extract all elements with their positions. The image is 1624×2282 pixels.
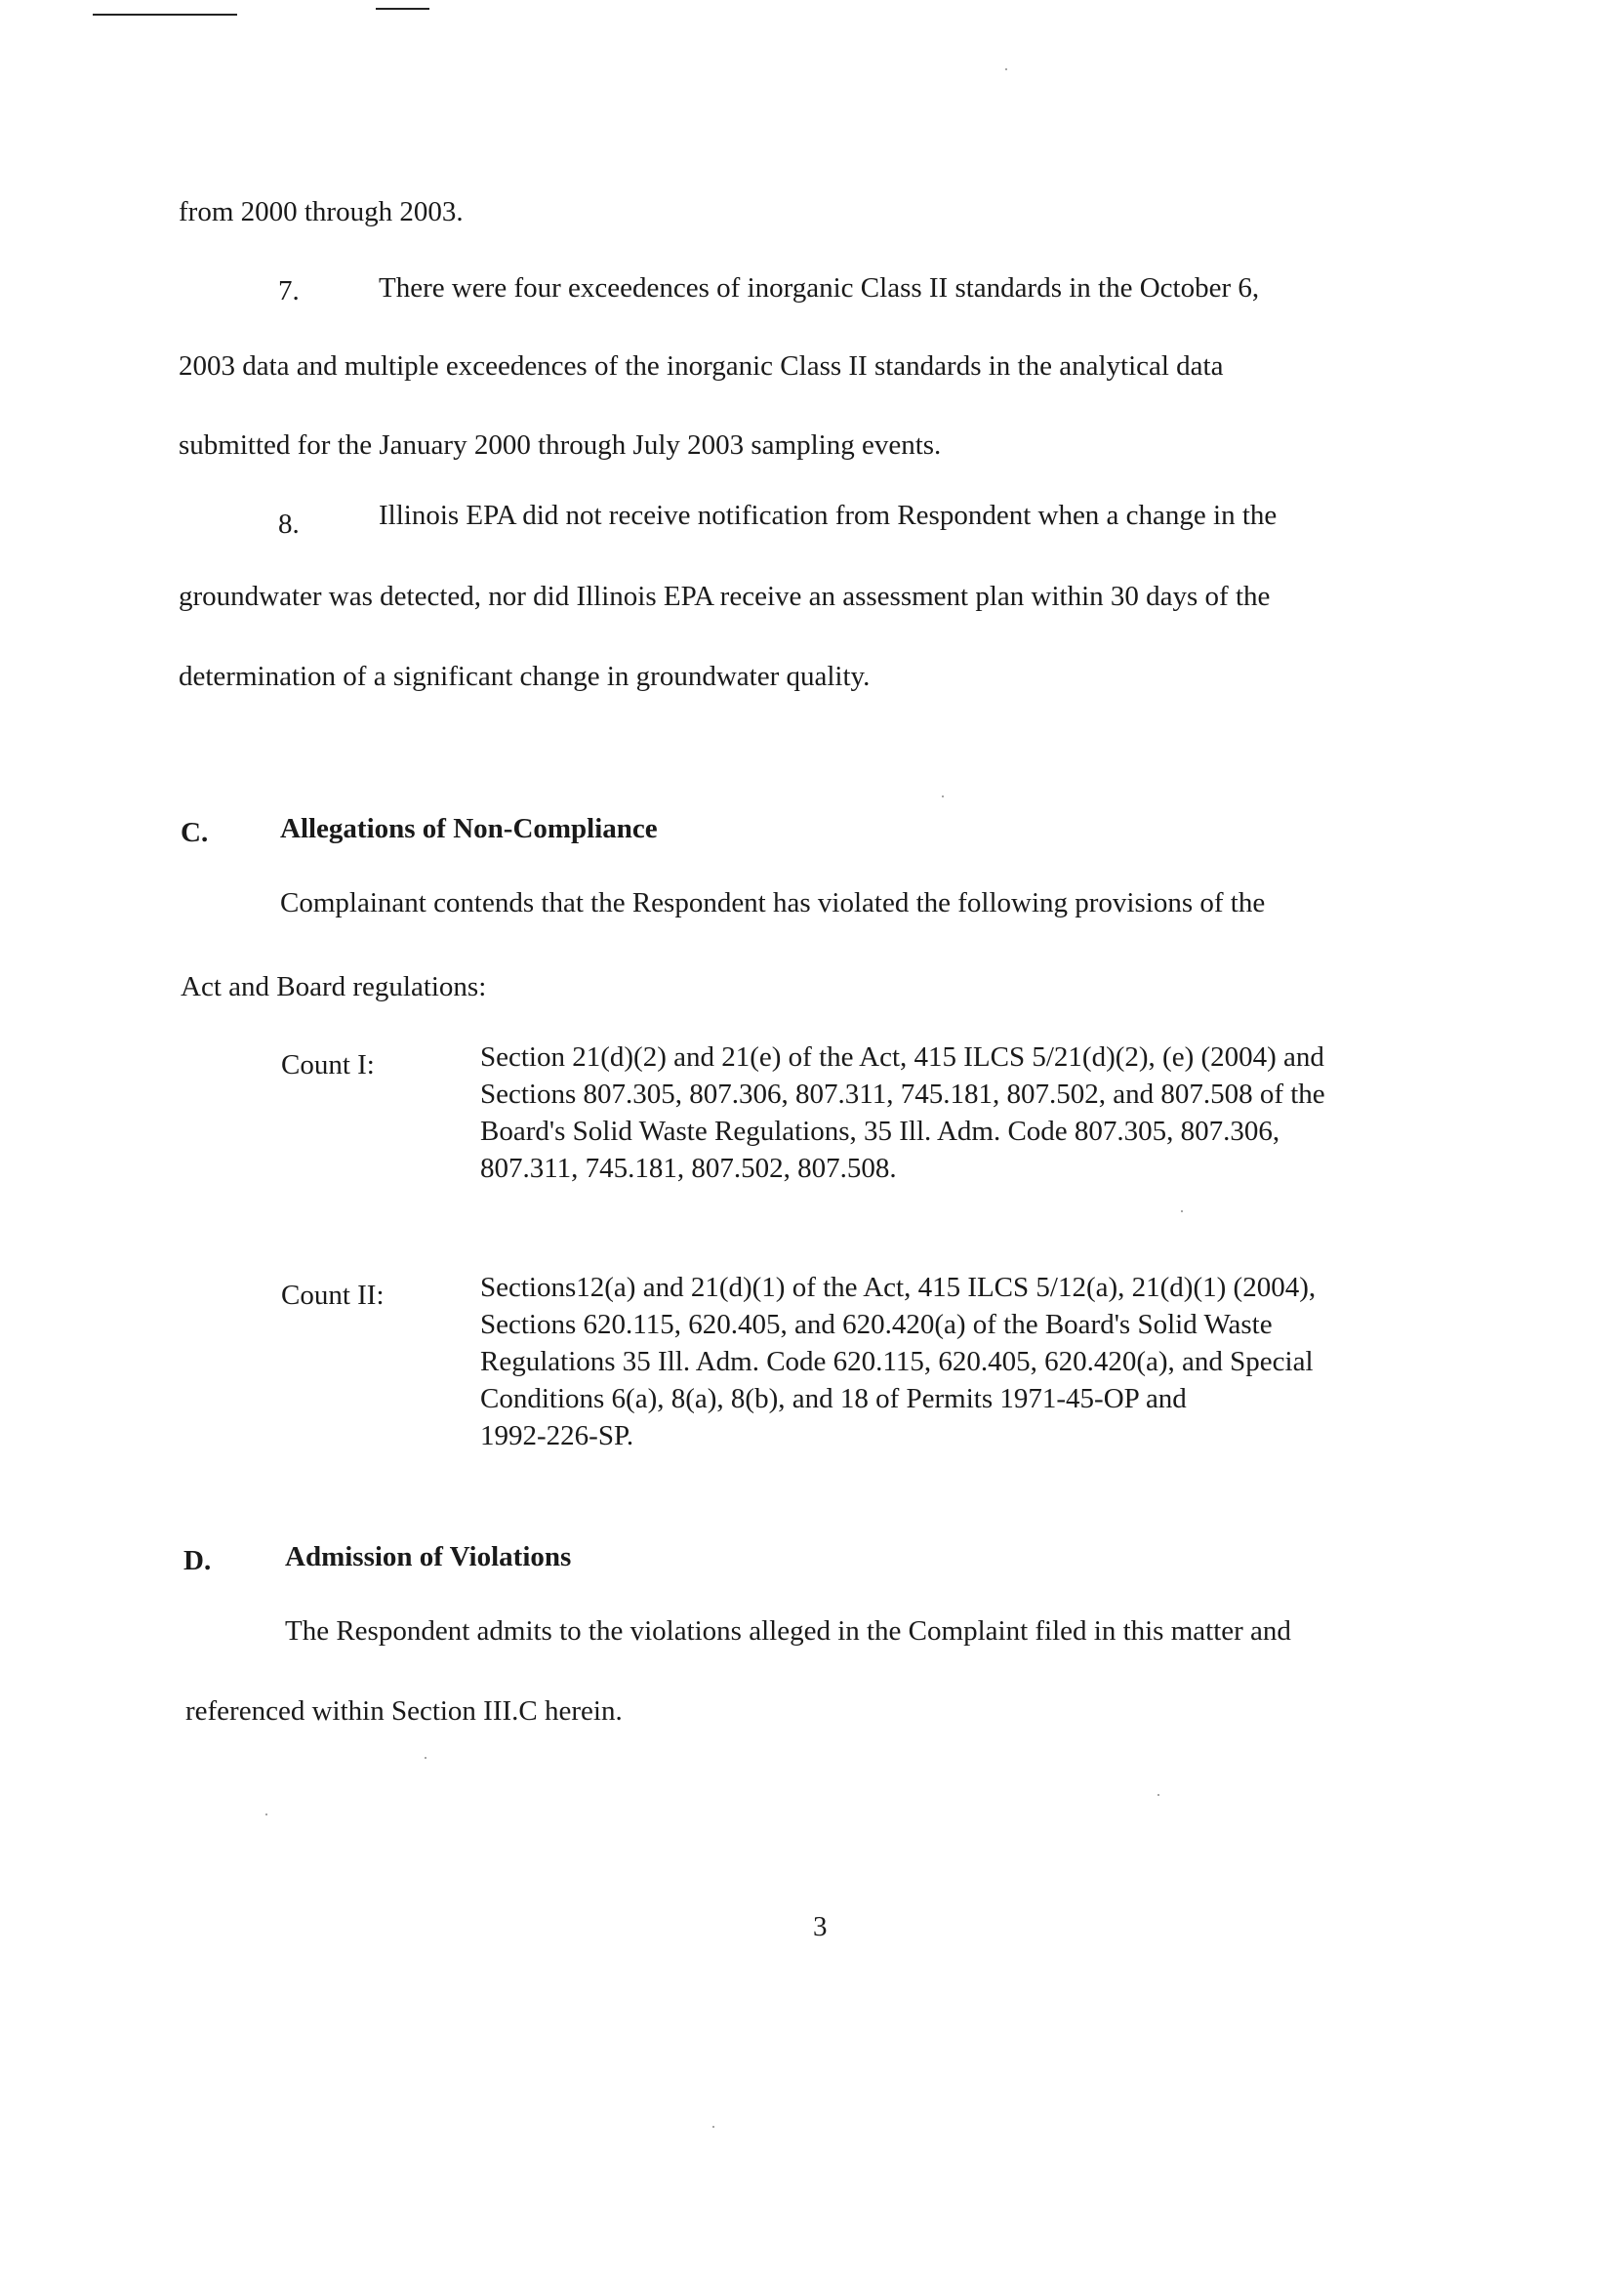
scan-speck: [1157, 1794, 1159, 1796]
section-d-line-1: The Respondent admits to the violations alleged in the Complaint filed in this matter and: [285, 1615, 1291, 1647]
count-2-line: 1992-226-SP.: [480, 1420, 634, 1451]
paragraph-7-number: 7.: [278, 275, 300, 306]
paragraph-7-line-1: There were four exceedences of inorganic Class II standards in the October 6,: [379, 272, 1260, 304]
count-2-label: Count II:: [281, 1280, 385, 1311]
paragraph-7-line-2: 2003 data and multiple exceedences of the inorganic Class II standards in the analytical data: [179, 350, 1224, 382]
section-d-letter: D.: [183, 1545, 212, 1576]
scan-speck: [265, 1813, 267, 1815]
paragraph-8-number: 8.: [278, 509, 300, 540]
scan-speck: [1181, 1210, 1183, 1212]
top-rule-right: [376, 8, 429, 10]
section-d-line-2: referenced within Section III.C herein.: [185, 1695, 623, 1727]
scan-speck: [942, 795, 944, 797]
section-c-intro-line-1: Complainant contends that the Respondent has violated the following provisions of the: [280, 887, 1266, 918]
page-number: 3: [813, 1911, 828, 1942]
count-2-line: Regulations 35 Ill. Adm. Code 620.115, 620.405, 620.420(a), and Special: [480, 1346, 1314, 1377]
count-1-line: Section 21(d)(2) and 21(e) of the Act, 415 ILCS 5/21(d)(2), (e) (2004) and: [480, 1041, 1324, 1073]
scan-speck: [1005, 68, 1007, 70]
section-c-intro-line-2: Act and Board regulations:: [181, 971, 487, 1002]
count-1-line: 807.311, 745.181, 807.502, 807.508.: [480, 1153, 897, 1184]
count-1-label: Count I:: [281, 1049, 375, 1080]
paragraph-8-line-2: groundwater was detected, nor did Illinois EPA receive an assessment plan within 30 days of the: [179, 581, 1271, 612]
count-2-line: Sections 620.115, 620.405, and 620.420(a) of the Board's Solid Waste: [480, 1309, 1273, 1340]
scan-speck: [712, 2126, 714, 2128]
paragraph-8-line-1: Illinois EPA did not receive notification from Respondent when a change in the: [379, 500, 1278, 531]
count-1-line: Board's Solid Waste Regulations, 35 Ill. Adm. Code 807.305, 807.306,: [480, 1116, 1280, 1147]
paragraph-7-line-3: submitted for the January 2000 through July 2003 sampling events.: [179, 429, 942, 461]
count-1-text: [480, 1039, 1466, 1187]
top-rule-left: [93, 14, 237, 16]
count-1-line: Sections 807.305, 807.306, 807.311, 745.181, 807.502, and 807.508 of the: [480, 1079, 1325, 1110]
count-2-line: Sections12(a) and 21(d)(1) of the Act, 415 ILCS 5/12(a), 21(d)(1) (2004),: [480, 1272, 1317, 1303]
paragraph-8-line-3: determination of a significant change in groundwater quality.: [179, 661, 871, 692]
count-2-line: Conditions 6(a), 8(a), 8(b), and 18 of Permits 1971-45-OP and: [480, 1383, 1187, 1414]
section-c-letter: C.: [181, 817, 209, 848]
count-2-text: [480, 1269, 1466, 1454]
paragraph-6-tail: from 2000 through 2003.: [179, 196, 464, 227]
section-d-title: Admission of Violations: [285, 1541, 572, 1572]
section-c-title: Allegations of Non-Compliance: [280, 813, 658, 844]
scan-speck: [425, 1757, 426, 1759]
